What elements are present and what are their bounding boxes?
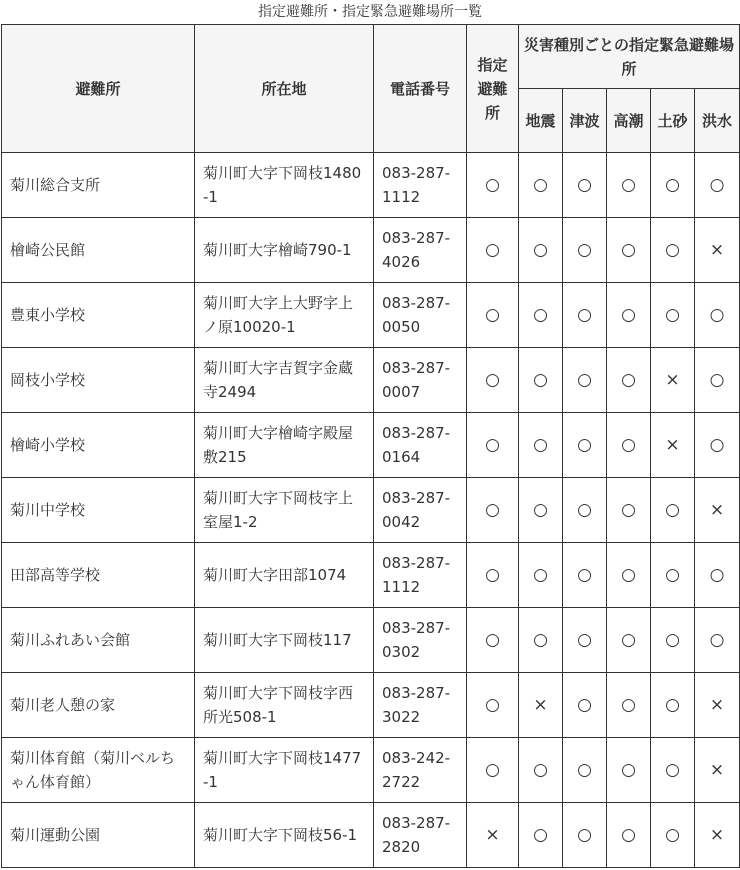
header-hazard-landslide: 土砂: [651, 89, 695, 153]
designated-shelter-mark: ○: [467, 413, 519, 478]
phone-cell: [374, 608, 467, 673]
header-shelter: 避難所: [2, 25, 195, 153]
header-phone: 電話番号: [374, 25, 467, 153]
address: 菊川町大字下岡枝56-1: [203, 826, 358, 844]
address-cell: [195, 218, 374, 283]
designated-shelter-mark: ○: [467, 738, 519, 803]
hazard-earthquake-mark: ○: [519, 543, 563, 608]
hazard-earthquake-mark: ○: [519, 803, 563, 868]
hazard-earthquake-mark: ○: [519, 153, 563, 218]
header-hazard-tsunami: 津波: [563, 89, 607, 153]
phone-cell: [374, 218, 467, 283]
hazard-flood-mark: ○: [695, 608, 740, 673]
shelter-name-cell: [2, 478, 195, 543]
hazard-tsunami-mark: ○: [563, 478, 607, 543]
header-hazard-earthquake: 地震: [519, 89, 563, 153]
shelter-name: 菊川総合支所: [10, 176, 101, 194]
shelter-name-cell: [2, 413, 195, 478]
address: 菊川町大字田部1074: [203, 566, 347, 584]
shelter-name-cell: [2, 543, 195, 608]
hazard-storm-surge-mark: ○: [607, 673, 651, 738]
hazard-earthquake-mark: ○: [519, 478, 563, 543]
shelter-name: 岡枝小学校: [10, 371, 86, 389]
address-cell: [195, 673, 374, 738]
hazard-flood-mark: ○: [695, 543, 740, 608]
header-hazard-storm-surge: 高潮: [607, 89, 651, 153]
shelter-name: 菊川中学校: [10, 501, 86, 519]
address: 菊川町大字檜崎790-1: [203, 241, 352, 259]
hazard-flood-mark: ○: [695, 413, 740, 478]
hazard-landslide-mark: ○: [651, 608, 695, 673]
header-designated-shelter: 指定避難所: [467, 25, 519, 153]
hazard-earthquake-mark: ○: [519, 218, 563, 283]
hazard-landslide-mark: ○: [651, 153, 695, 218]
shelter-name-cell: [2, 153, 195, 218]
header-hazard-flood: 洪水: [695, 89, 740, 153]
hazard-storm-surge-mark: ○: [607, 153, 651, 218]
phone-number: 083-287-3022: [382, 684, 451, 726]
phone-number: 083-287-4026: [382, 229, 451, 271]
phone-cell: [374, 153, 467, 218]
hazard-flood-mark: ×: [695, 478, 740, 543]
table-row: [2, 738, 740, 803]
shelter-name: 檜崎小学校: [10, 436, 86, 454]
hazard-landslide-mark: ×: [651, 348, 695, 413]
phone-number: 083-287-0164: [382, 424, 451, 466]
designated-shelter-mark: ○: [467, 348, 519, 413]
hazard-landslide-mark: ○: [651, 738, 695, 803]
shelter-name-cell: [2, 673, 195, 738]
table-row: [2, 543, 740, 608]
hazard-storm-surge-mark: ○: [607, 413, 651, 478]
header-emergency-group: 災害種別ごとの指定緊急避難場所: [519, 25, 740, 89]
address: 菊川町大字吉賀字金蔵寺2494: [203, 359, 354, 401]
address-cell: [195, 348, 374, 413]
designated-shelter-mark: ○: [467, 153, 519, 218]
table-row: [2, 608, 740, 673]
phone-number: 083-287-0042: [382, 489, 451, 531]
hazard-flood-mark: ×: [695, 673, 740, 738]
hazard-storm-surge-mark: ○: [607, 608, 651, 673]
table-row: [2, 283, 740, 348]
hazard-flood-mark: ○: [695, 153, 740, 218]
hazard-landslide-mark: ○: [651, 478, 695, 543]
phone-cell: [374, 803, 467, 868]
hazard-tsunami-mark: ○: [563, 218, 607, 283]
designated-shelter-mark: ○: [467, 608, 519, 673]
phone-cell: [374, 673, 467, 738]
address-cell: [195, 738, 374, 803]
table-row: [2, 673, 740, 738]
header-address: 所在地: [195, 25, 374, 153]
phone-number: 083-287-0007: [382, 359, 451, 401]
shelter-name-cell: [2, 803, 195, 868]
hazard-storm-surge-mark: ○: [607, 803, 651, 868]
shelter-name: 田部高等学校: [10, 566, 101, 584]
hazard-earthquake-mark: ○: [519, 608, 563, 673]
shelter-name-cell: [2, 348, 195, 413]
hazard-flood-mark: ○: [695, 348, 740, 413]
shelter-name: 菊川運動公園: [10, 826, 101, 844]
hazard-flood-mark: ×: [695, 738, 740, 803]
designated-shelter-mark: ○: [467, 543, 519, 608]
designated-shelter-mark: ○: [467, 673, 519, 738]
address: 菊川町大字上大野字上ノ原10020-1: [203, 294, 354, 336]
hazard-landslide-mark: ○: [651, 543, 695, 608]
designated-shelter-mark: ×: [467, 803, 519, 868]
hazard-tsunami-mark: ○: [563, 543, 607, 608]
hazard-tsunami-mark: ○: [563, 738, 607, 803]
hazard-tsunami-mark: ○: [563, 348, 607, 413]
hazard-storm-surge-mark: ○: [607, 283, 651, 348]
hazard-landslide-mark: ○: [651, 673, 695, 738]
table-caption: 指定避難所・指定緊急避難場所一覧: [258, 4, 482, 20]
phone-number: 083-287-1112: [382, 164, 451, 206]
hazard-storm-surge-mark: ○: [607, 543, 651, 608]
phone-cell: [374, 738, 467, 803]
address: 菊川町大字下岡枝117: [203, 631, 352, 649]
shelter-name-cell: [2, 283, 195, 348]
hazard-landslide-mark: ×: [651, 413, 695, 478]
phone-number: 083-242-2722: [382, 749, 451, 791]
hazard-landslide-mark: ○: [651, 283, 695, 348]
shelter-name: 菊川ふれあい会館: [10, 631, 131, 649]
phone-number: 083-287-1112: [382, 554, 451, 596]
table-row: [2, 803, 740, 868]
shelter-table: [1, 24, 740, 868]
hazard-earthquake-mark: ○: [519, 413, 563, 478]
table-row: [2, 153, 740, 218]
phone-number: 083-287-0302: [382, 619, 451, 661]
shelter-name: 菊川体育館（菊川ベルちゃん体育館）: [10, 749, 176, 791]
designated-shelter-mark: ○: [467, 478, 519, 543]
hazard-storm-surge-mark: ○: [607, 738, 651, 803]
designated-shelter-mark: ○: [467, 218, 519, 283]
shelter-name-cell: [2, 218, 195, 283]
hazard-storm-surge-mark: ○: [607, 478, 651, 543]
phone-cell: [374, 413, 467, 478]
hazard-tsunami-mark: ○: [563, 413, 607, 478]
phone-number: 083-287-2820: [382, 814, 451, 856]
phone-cell: [374, 348, 467, 413]
shelter-name: 檜崎公民館: [10, 241, 86, 259]
table-row: [2, 413, 740, 478]
hazard-storm-surge-mark: ○: [607, 218, 651, 283]
hazard-storm-surge-mark: ○: [607, 348, 651, 413]
phone-cell: [374, 478, 467, 543]
phone-number: 083-287-0050: [382, 294, 451, 336]
hazard-flood-mark: ○: [695, 283, 740, 348]
address: 菊川町大字下岡枝1480-1: [203, 164, 362, 206]
address-cell: [195, 803, 374, 868]
shelter-name-cell: [2, 738, 195, 803]
phone-cell: [374, 283, 467, 348]
hazard-flood-mark: ×: [695, 218, 740, 283]
hazard-earthquake-mark: ○: [519, 348, 563, 413]
address: 菊川町大字下岡枝字上室屋1-2: [203, 489, 354, 531]
hazard-tsunami-mark: ○: [563, 153, 607, 218]
shelter-name: 豊東小学校: [10, 306, 86, 324]
address: 菊川町大字下岡枝字西所光508-1: [203, 684, 354, 726]
hazard-tsunami-mark: ○: [563, 608, 607, 673]
designated-shelter-mark: ○: [467, 283, 519, 348]
address-cell: [195, 478, 374, 543]
address: 菊川町大字下岡枝1477-1: [203, 749, 362, 791]
address-cell: [195, 608, 374, 673]
hazard-tsunami-mark: ○: [563, 673, 607, 738]
shelter-name-cell: [2, 608, 195, 673]
shelter-name: 菊川老人憩の家: [10, 696, 116, 714]
table-row: [2, 478, 740, 543]
hazard-tsunami-mark: ○: [563, 803, 607, 868]
hazard-tsunami-mark: ○: [563, 283, 607, 348]
table-row: [2, 218, 740, 283]
hazard-earthquake-mark: ○: [519, 283, 563, 348]
address-cell: [195, 283, 374, 348]
address-cell: [195, 153, 374, 218]
hazard-flood-mark: ×: [695, 803, 740, 868]
address-cell: [195, 543, 374, 608]
hazard-landslide-mark: ○: [651, 803, 695, 868]
hazard-landslide-mark: ○: [651, 218, 695, 283]
hazard-earthquake-mark: ×: [519, 673, 563, 738]
hazard-earthquake-mark: ○: [519, 738, 563, 803]
phone-cell: [374, 543, 467, 608]
table-row: [2, 348, 740, 413]
address: 菊川町大字檜崎字殿屋敷215: [203, 424, 354, 466]
address-cell: [195, 413, 374, 478]
